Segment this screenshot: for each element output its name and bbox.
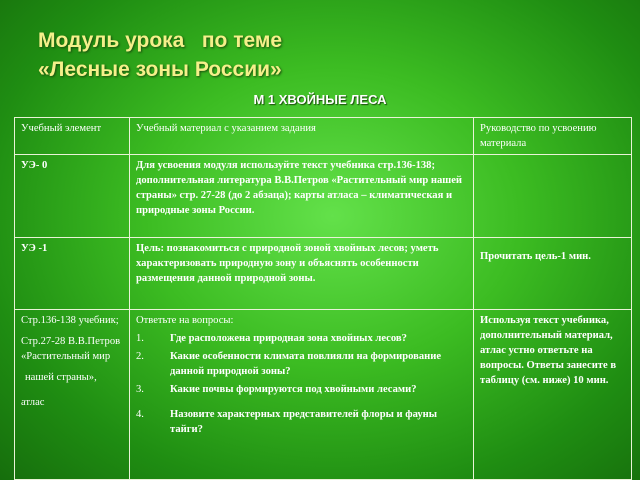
row2-element — [15, 310, 130, 480]
module-subtitle: М 1 ХВОЙНЫЕ ЛЕСА — [253, 92, 387, 107]
table-row — [15, 310, 632, 480]
table-row — [15, 155, 632, 238]
list-item — [136, 331, 467, 346]
row1-material: Цель: познакомиться с природной зоной хвойных лесов; уметь характеризовать природную зону и объяснять особенности размещения данной природной зоны. — [130, 238, 474, 310]
element-line: Стр.27-28 В.В.Петров «Растительный мир — [21, 336, 121, 362]
questions-list — [136, 331, 467, 437]
header-guide: Руководство по усвоению материала — [474, 118, 632, 155]
question-text: Какие особенности климата повлияли на формирование данной природной зоны? — [170, 351, 442, 377]
question-text: Где расположена природная зона хвойных лесов? — [170, 333, 407, 344]
table-row — [15, 238, 632, 310]
slide-title — [38, 26, 282, 84]
question-number: 2. — [136, 351, 144, 362]
row0-guide — [474, 155, 632, 238]
question-number: 1. — [136, 333, 144, 344]
list-item — [136, 407, 467, 437]
element-line: атлас — [21, 397, 45, 408]
title-line-1: Модуль урока по теме — [38, 29, 283, 52]
row2-material — [130, 310, 474, 480]
question-text: Назовите характерных представителей флоры и фауны тайги? — [170, 409, 438, 435]
row0-element: УЭ- 0 — [15, 155, 130, 238]
question-number: 3. — [136, 384, 144, 395]
header-element: Учебный элемент — [15, 118, 130, 155]
list-item — [136, 382, 467, 397]
row0-material: Для усвоения модуля используйте текст учебника стр.136-138; дополнительная литература В.В.Петров «Растительный мир нашей страны» стр. 27-28 (до 2 абзаца); карты атласа – климатическая и природные зоны России. — [130, 155, 474, 238]
table-header-row — [15, 118, 632, 155]
title-line-2: «Лесные зоны России» — [38, 58, 282, 81]
row1-guide: Прочитать цель-1 мин. — [474, 238, 632, 310]
questions-intro: Ответьте на вопросы: — [136, 315, 234, 326]
question-text: Какие почвы формируются под хвойными лесами? — [170, 384, 417, 395]
header-material: Учебный материал с указанием задания — [130, 118, 474, 155]
list-item — [136, 349, 467, 379]
row2-guide: Используя текст учебника, дополнительный материал, атлас устно ответьте на вопросы. Ответы занесите в таблицу (см. ниже) 10 мин. — [474, 310, 632, 480]
lesson-module-table — [14, 117, 632, 480]
element-line: нашей страны», — [25, 372, 97, 383]
question-number: 4. — [136, 409, 144, 420]
row1-element: УЭ -1 — [15, 238, 130, 310]
element-line: Стр.136-138 учебник; — [21, 315, 119, 326]
